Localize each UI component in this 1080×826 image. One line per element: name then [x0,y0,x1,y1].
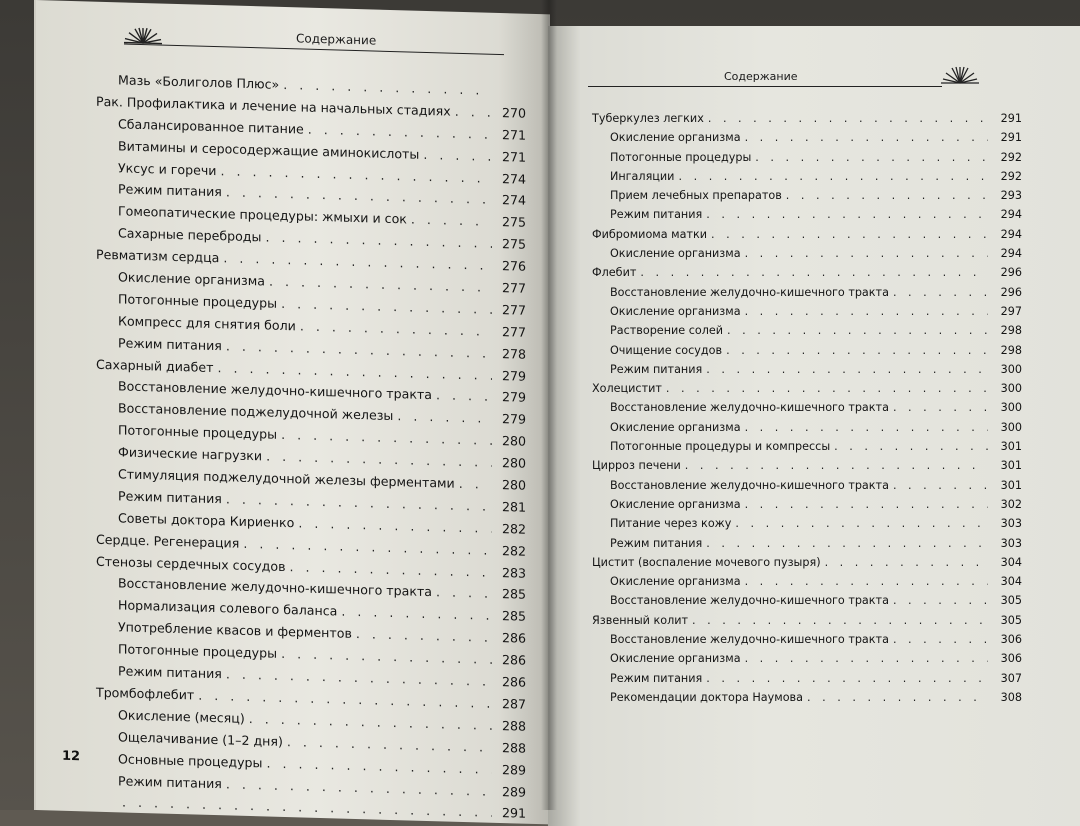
toc-entry-title: Стенозы сердечных сосудов [96,553,286,574]
dot-leader [436,585,492,602]
toc-entry-page: 282 [501,520,526,537]
table-of-contents-left [96,72,526,825]
toc-entry-title: Режим питания [118,663,222,682]
dot-leader [283,77,492,98]
toc-entry-title: Окисление организма [610,304,741,318]
toc-entry-page: 296 [1000,285,1022,299]
toc-entry-title: Окисление организма [610,575,741,589]
toc-entry [592,479,1022,498]
toc-entry-page: 288 [501,739,526,756]
toc-entry-title: Компресс для снятия боли [118,313,296,334]
dot-leader [893,633,988,646]
right-page [548,26,1080,826]
toc-entry-page: 291 [501,805,526,822]
toc-entry-page: 275 [501,214,526,231]
toc-entry-page: 283 [501,564,526,581]
toc-entry-title: Восстановление желудочно-кишечного тракта [610,478,889,492]
toc-entry-title: Ревматизм сердца [96,246,220,266]
toc-entry-title: Цирроз печени [592,459,681,473]
header-rule [588,86,942,87]
dot-leader [711,228,988,241]
toc-entry-title: Сахарные переброды [118,225,262,245]
dot-leader [666,382,988,395]
dot-leader [745,247,988,260]
toc-entry-page: 281 [501,498,526,515]
page-number: 12 [62,748,81,765]
toc-entry-page: 280 [501,477,526,493]
toc-entry [592,537,1022,556]
toc-entry-title: Окисление организма [610,497,741,511]
toc-entry-page: 300 [1000,362,1022,376]
toc-entry-title: Окисление организма [610,131,741,145]
dot-leader [786,189,988,202]
dot-leader [640,266,988,279]
toc-entry-title: Режим питания [610,536,703,550]
dot-leader [706,672,988,685]
toc-entry-page: 286 [501,652,526,668]
toc-entry-page: 294 [1000,208,1022,222]
toc-entry-page: 275 [501,236,526,252]
toc-entry-page: 270 [501,104,526,121]
toc-entry-title: Потогонные процедуры [118,422,278,443]
toc-entry-page: 271 [501,148,526,165]
toc-entry-page: 289 [501,783,526,800]
toc-entry-title: Режим питания [118,335,222,353]
toc-entry-page: 286 [501,630,526,647]
toc-entry-page: 277 [501,301,526,318]
toc-entry-title: Гомеопатические процедуры: жмыхи и сок [118,203,407,227]
dot-leader [893,401,988,414]
dot-leader [692,614,988,627]
toc-entry [592,594,1022,613]
dot-leader [825,556,988,569]
toc-entry-page: 280 [501,433,526,449]
toc-entry-page: 300 [1000,401,1022,415]
dot-leader [745,575,988,588]
toc-entry-title: Режим питания [118,772,222,791]
toc-entry-page [496,95,526,96]
toc-entry [592,247,1022,266]
toc-entry [592,421,1022,440]
toc-entry-title: Флебит [592,266,637,280]
toc-entry-page: 305 [1000,594,1022,608]
dot-leader [706,208,988,221]
dot-leader [745,131,988,144]
toc-entry-page: 308 [1000,690,1022,704]
toc-entry-page: 306 [1000,633,1022,647]
toc-entry-page: 304 [1000,575,1022,589]
toc-entry-page: 292 [1000,150,1022,164]
dot-leader [411,212,492,229]
dot-leader [893,479,988,492]
toc-entry-title: Восстановление желудочно-кишечного тракта [610,594,889,608]
toc-entry [592,363,1022,382]
toc-entry-title: Тромбофлебит [96,684,195,703]
dot-leader [726,344,988,357]
toc-entry [592,614,1022,633]
toc-entry-title: Витамины и серосодержащие аминокислоты [118,138,420,162]
toc-entry-page: 282 [501,542,526,559]
toc-entry-title: Восстановление желудочно-кишечного тракта [610,285,889,299]
toc-entry-page: 307 [1000,671,1022,685]
toc-entry-title: Прием лечебных препаратов [610,189,782,203]
toc-entry-title: Окисление организма [610,652,741,666]
toc-entry-title: Холецистит [592,382,662,396]
dot-leader [706,363,988,376]
book-gutter [541,0,557,810]
toc-entry-title: Режим питания [118,488,222,507]
toc-entry-title: Режим питания [610,362,703,376]
toc-entry-title: Окисление организма [118,269,265,289]
toc-entry-page: 287 [501,696,526,712]
toc-entry-page: 305 [1000,613,1022,627]
toc-entry-page: 302 [1000,497,1022,511]
toc-entry-title: Язвенный колит [592,613,689,627]
toc-entry [592,459,1022,478]
dot-leader [745,305,988,318]
toc-entry-page: 301 [1000,478,1022,492]
toc-entry [592,575,1022,594]
dot-leader [459,476,492,492]
toc-entry-page: 303 [1000,517,1022,531]
toc-entry-title: Восстановление желудочно-кишечного тракта [118,378,432,403]
toc-entry [592,228,1022,247]
toc-entry [592,440,1022,459]
table-of-contents-right [592,112,1022,710]
toc-entry-page: 296 [1000,266,1022,280]
toc-entry-title: Потогонные процедуры [118,291,278,311]
toc-entry-page: 274 [501,192,526,209]
dot-leader [436,388,492,405]
toc-entry-title: Потогонные процедуры [118,641,278,661]
toc-entry-title: Основные процедуры [118,750,263,770]
toc-entry [592,633,1022,652]
toc-entry-title: Нормализация солевого баланса [118,597,338,619]
toc-entry-title: Очищение сосудов [610,343,723,357]
toc-entry-page: 279 [501,411,526,428]
toc-entry-page: 298 [1000,324,1022,338]
toc-entry-title: Уксус и горечи [118,159,217,178]
toc-entry-page: 291 [1000,112,1022,125]
toc-entry-page: 279 [501,367,526,384]
toc-entry [592,208,1022,227]
toc-entry [592,305,1022,324]
dot-leader [685,459,988,472]
toc-entry-page: 277 [501,280,526,296]
toc-entry-page: 289 [501,761,526,778]
toc-entry [592,131,1022,150]
toc-entry [592,189,1022,208]
toc-entry-page: 285 [501,586,526,603]
dot-leader [834,440,988,453]
page-header: Содержание [296,31,377,48]
toc-entry-page: 285 [501,608,526,625]
page-header: Содержание [724,70,798,83]
toc-entry-title: Режим питания [610,208,703,222]
toc-entry-page: 297 [1000,304,1022,318]
toc-entry [592,112,1022,131]
dot-leader [755,151,988,164]
toc-entry-title: Окисление (месяц) [118,707,245,726]
dot-leader [397,409,492,427]
toc-entry [592,344,1022,363]
dot-leader [706,537,988,550]
toc-entry [592,556,1022,575]
toc-entry-title: Восстановление поджелудочной железы [118,400,394,424]
toc-entry-page: 304 [1000,555,1022,569]
toc-entry-page: 286 [501,674,526,690]
toc-entry [592,151,1022,170]
toc-entry-title: Ингаляции [610,169,675,183]
toc-entry-title: Режим питания [610,671,703,685]
toc-entry-title: Сбалансированное питание [118,116,304,137]
toc-entry-page: 280 [501,455,526,471]
toc-entry-title: Питание через кожу [610,517,732,531]
toc-entry-title: Растворение солей [610,324,724,338]
toc-entry-title: Физические нагрузки [118,444,263,464]
left-page [34,0,550,824]
toc-entry-page: 292 [1000,169,1022,183]
toc-entry [592,324,1022,343]
toc-entry [592,286,1022,305]
dot-leader [745,421,988,434]
toc-entry-page: 301 [1000,459,1022,473]
dot-leader [341,604,492,623]
toc-entry-title: Потогонные процедуры [610,150,752,164]
flower-ornament-icon [940,64,980,86]
toc-entry-page: 271 [501,126,526,143]
toc-entry-title: Ощелачивание (1–2 дня) [118,729,283,749]
dot-leader [727,324,988,337]
toc-entry-title: Режим питания [118,181,222,200]
toc-entry-title: Рекомендации доктора Наумова [610,690,804,704]
toc-entry [592,498,1022,517]
dot-leader [708,112,988,125]
toc-entry-page: 300 [1000,382,1022,396]
toc-entry [592,691,1022,710]
toc-entry-page: 293 [1000,189,1022,203]
toc-entry-title: Восстановление желудочно-кишечного тракта [610,633,889,647]
toc-entry-title: Стимуляция поджелудочной железы ферментами [118,466,455,491]
toc-entry-page: 274 [501,170,526,187]
toc-entry-page: 294 [1000,227,1022,241]
toc-entry-page: 298 [1000,343,1022,357]
toc-entry-title: Рак. Профилактика и лечение на начальных стадиях [96,93,451,119]
flower-ornament-icon [122,24,164,45]
toc-entry-page: 288 [501,717,526,734]
toc-entry-page: 276 [501,258,526,274]
toc-entry-page: 291 [1000,131,1022,145]
toc-entry-title: Мазь «Болиголов Плюс» [118,72,280,92]
toc-entry-title: Восстановление желудочно-кишечного тракта [610,401,889,415]
dot-leader [735,517,988,530]
toc-entry [592,401,1022,420]
toc-entry-page: 278 [501,345,526,362]
toc-entry-title: Потогонные процедуры и компрессы [610,440,831,454]
toc-entry-page: 300 [1000,420,1022,434]
dot-leader [893,286,988,299]
dot-leader [745,652,988,665]
toc-entry-page: 303 [1000,536,1022,550]
toc-entry-title: Цистит (воспаление мочевого пузыря) [592,555,821,569]
toc-entry-page: 277 [501,323,526,340]
toc-entry-title: Туберкулез легких [592,112,704,125]
dot-leader [356,626,492,645]
toc-entry-page: 279 [501,389,526,406]
toc-entry-page: 306 [1000,652,1022,666]
dot-leader [423,147,492,164]
toc-entry [592,266,1022,285]
toc-entry-title: Сахарный диабет [96,356,214,375]
toc-entry-title: Фибромиома матки [592,227,707,241]
toc-entry-title: Употребление квасов и ферментов [118,619,352,642]
toc-entry-title: Восстановление желудочно-кишечного тракта [118,575,432,600]
dot-leader [455,104,492,120]
toc-entry-title: Советы доктора Кириенко [118,510,295,531]
toc-entry-page: 301 [1000,440,1022,454]
dot-leader [745,498,988,511]
toc-entry-title: Сердце. Регенерация [96,531,240,551]
toc-entry [592,382,1022,401]
toc-entry [592,672,1022,691]
dot-leader [893,594,988,607]
toc-entry-page: 294 [1000,247,1022,261]
dot-leader [807,691,988,704]
toc-entry [592,517,1022,536]
dot-leader [678,170,988,183]
toc-entry [592,170,1022,189]
toc-entry-title: Окисление организма [610,247,741,261]
toc-entry [592,652,1022,671]
toc-entry-title: Окисление организма [610,420,741,434]
